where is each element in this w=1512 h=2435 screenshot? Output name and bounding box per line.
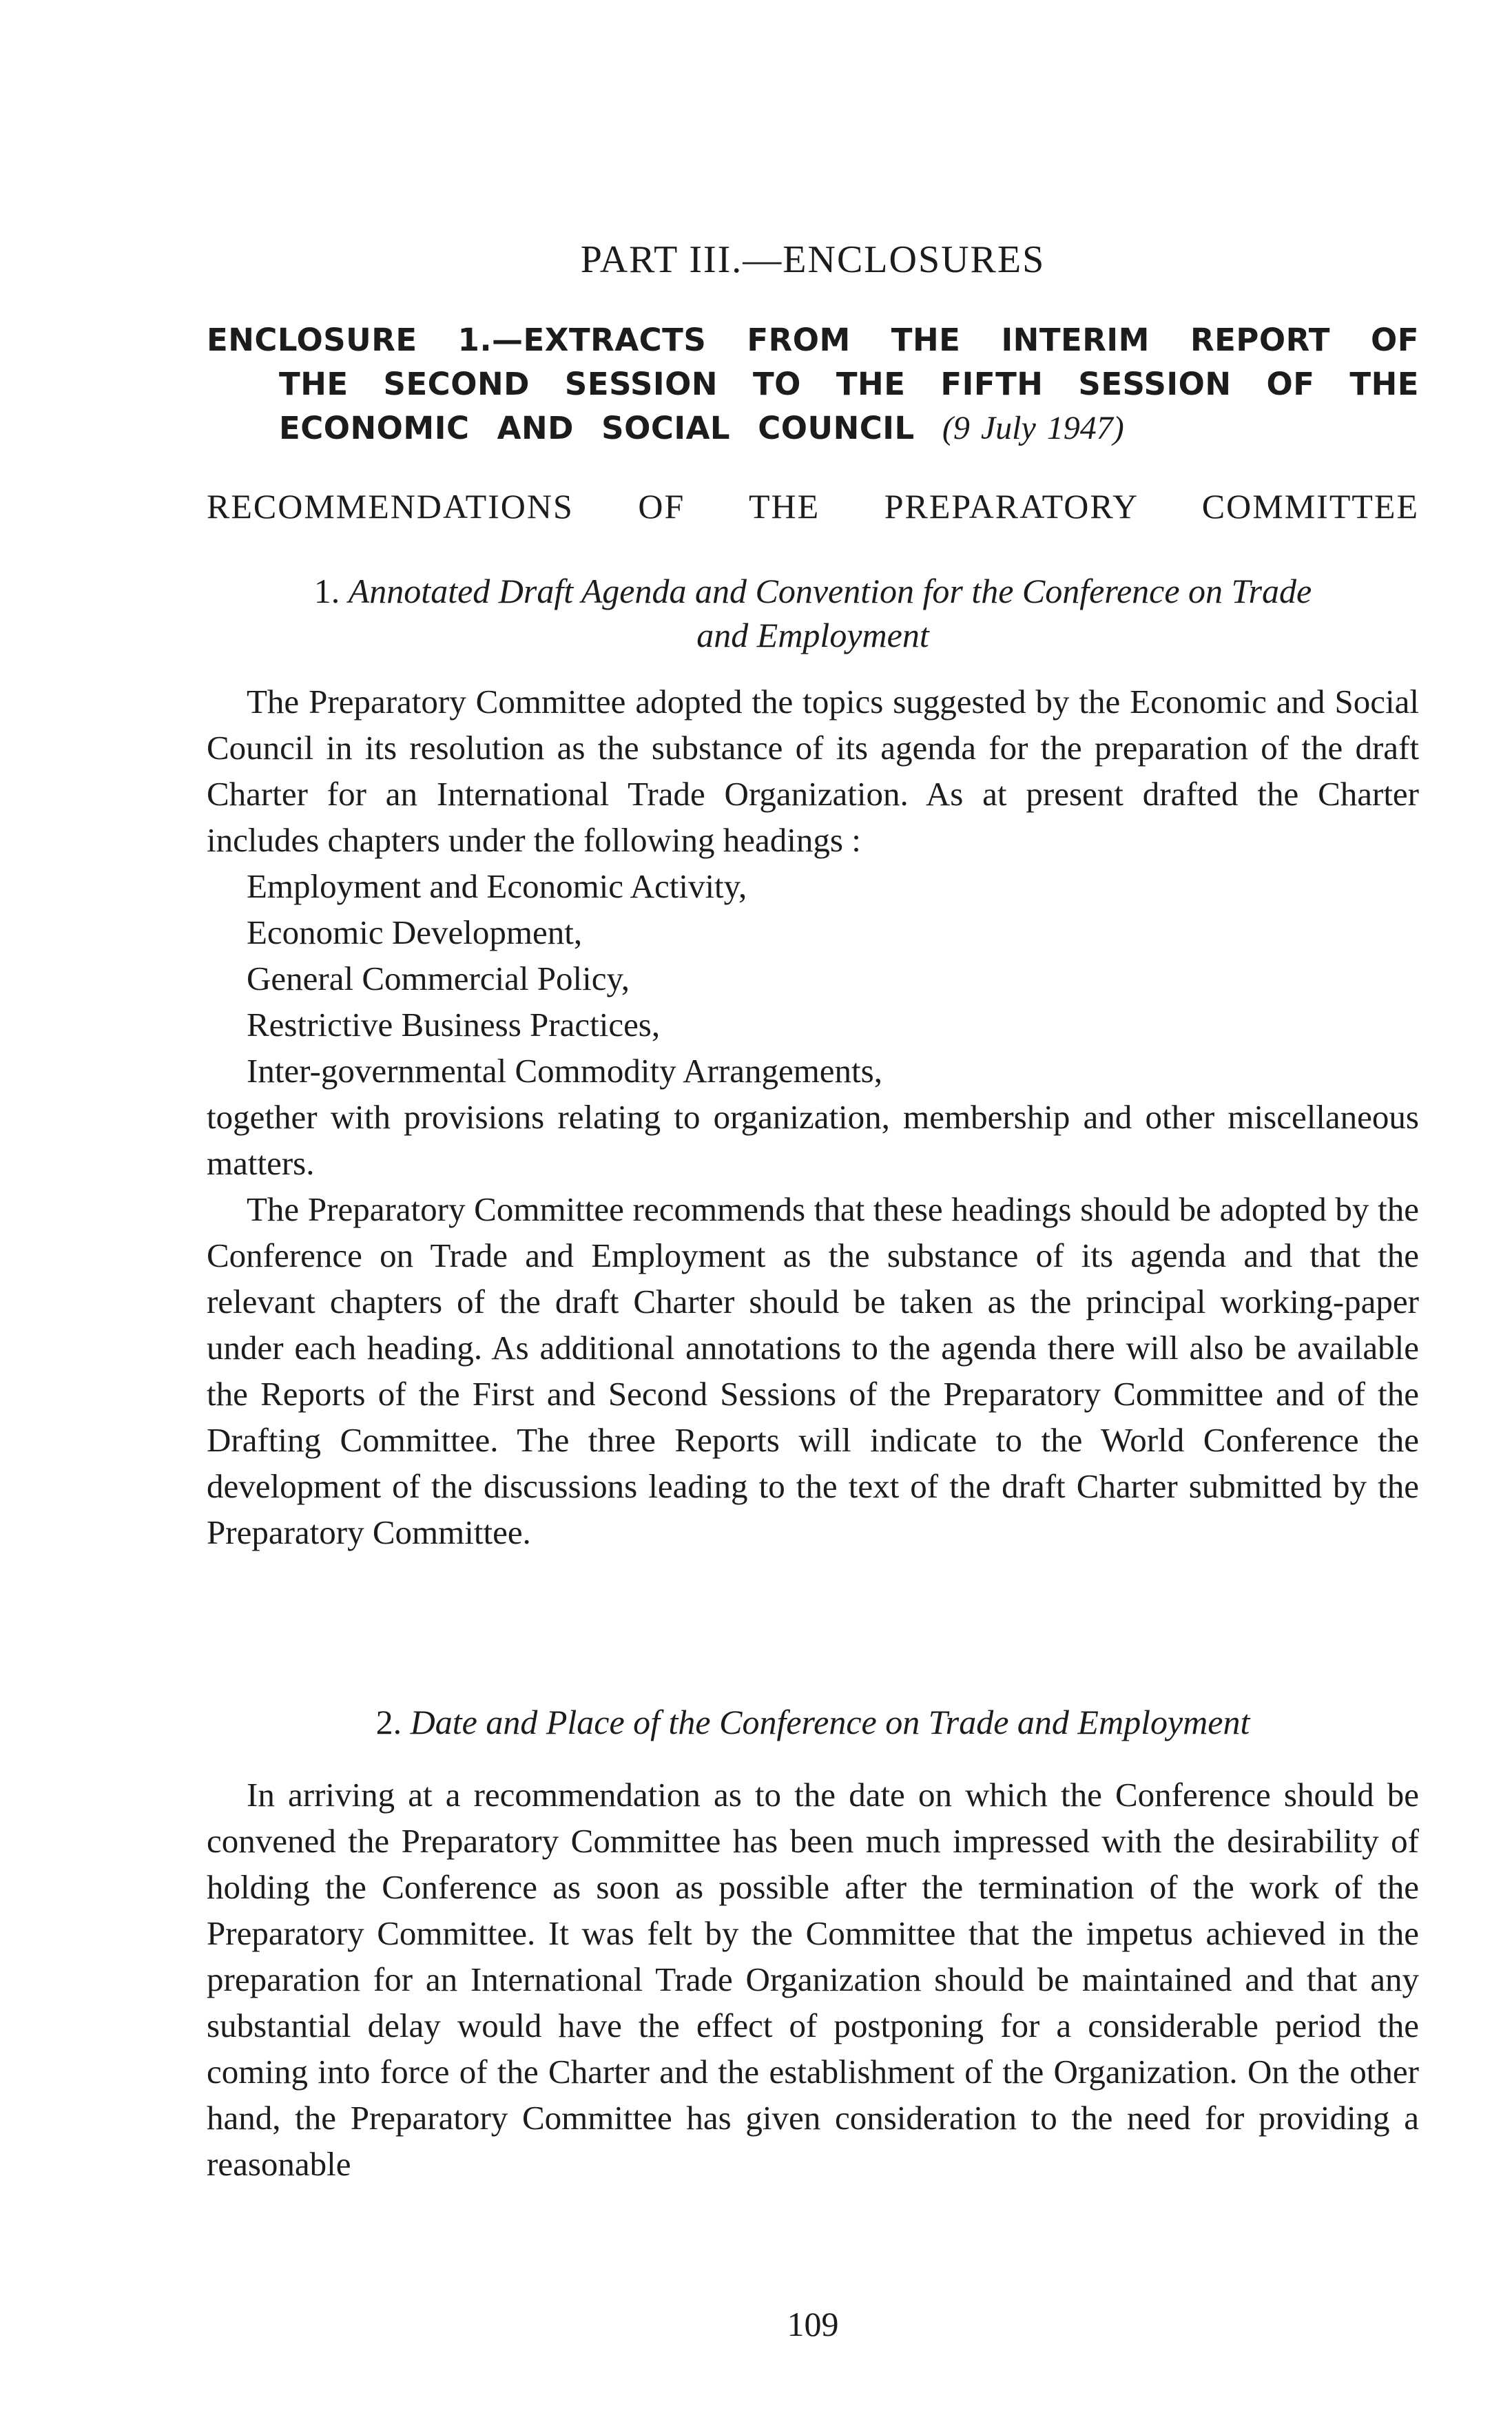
page-number: 109 [787,2305,839,2343]
subsection-2-body [207,1772,1419,2187]
heading-list-item: Economic Development, [247,913,583,951]
subsection-1-heading [207,569,1419,657]
paragraph-2: together with provisions relating to organization, membership and other miscellaneous matters. [207,1098,1419,1182]
subsection-1-number: 1. [313,572,340,610]
heading-list-item: General Commercial Policy, [247,960,630,997]
enclosure-date: (9 July 1947) [942,410,1124,446]
part-title: PART III.—ENCLOSURES [580,238,1046,281]
paragraph-4: In arriving at a recommendation as to the date on which the Conference should be convened the Preparatory Committee has been much impressed with the desirability of holding the Conference as soon as possible after the termination of the work of the Preparatory Committee. It was felt by the Committee that the impetus achieved in the preparation for an International Trade Organization should be maintained and that any substantial delay would have the effect of postponing for a considerable period the coming into force of the Charter and the establishment of the Organization. On the other hand, the Preparatory Committee has given consideration to the need for providing a reasonable [207,1776,1419,2183]
enclosure-heading [207,318,1419,450]
heading-list-item: Employment and Economic Activity, [247,867,747,905]
subsection-2-heading [207,1700,1419,1744]
enclosure-heading-council: ECONOMIC AND SOCIAL COUNCIL [279,410,915,446]
paragraph-3: The Preparatory Committee recommends that these headings should be adopted by the Conference on Trade and Employment as the substance of its agenda and that the relevant chapters of the draft Charter should be taken as the principal working-paper under each heading. As additional annotations to the agenda there will also be available the Reports of the First and Second Sessions of the Preparatory Committee and of the Drafting Committee. The three Reports will indicate to the World Conference the development of the discussions leading to the text of the draft Charter submitted by the Preparatory Committee. [207,1190,1419,1551]
document-page [207,0,1419,2435]
enclosure-heading-line-3 [207,406,1419,450]
subsection-2-title: Date and Place of the Conference on Trade and Employment [410,1703,1250,1741]
subsection-1-title-line-1: Annotated Draft Agenda and Convention for the Conference on Trade [348,572,1312,610]
enclosure-heading-line-2: THE SECOND SESSION TO THE FIFTH SESSION OF THE [279,366,1419,402]
subsection-1-body [207,678,1419,1555]
heading-list-item: Inter-governmental Commodity Arrangements, [247,1052,882,1090]
subsection-1-title-line-2: and Employment [696,616,929,654]
enclosure-heading-line-1: ENCLOSURE 1.—EXTRACTS FROM THE INTERIM REPORT OF [207,322,1419,358]
paragraph-1: The Preparatory Committee adopted the topics suggested by the Economic and Social Council in its resolution as the substance of its agenda for the preparation of the draft Charter for an International Trade Organization. As at present drafted the Charter includes chapters under the following headings : [207,683,1419,859]
heading-list-item: Restrictive Business Practices, [247,1006,661,1044]
section-heading: RECOMMENDATIONS OF THE PREPARATORY COMMITTEE [207,487,1419,526]
subsection-2-number: 2. [375,1703,402,1741]
